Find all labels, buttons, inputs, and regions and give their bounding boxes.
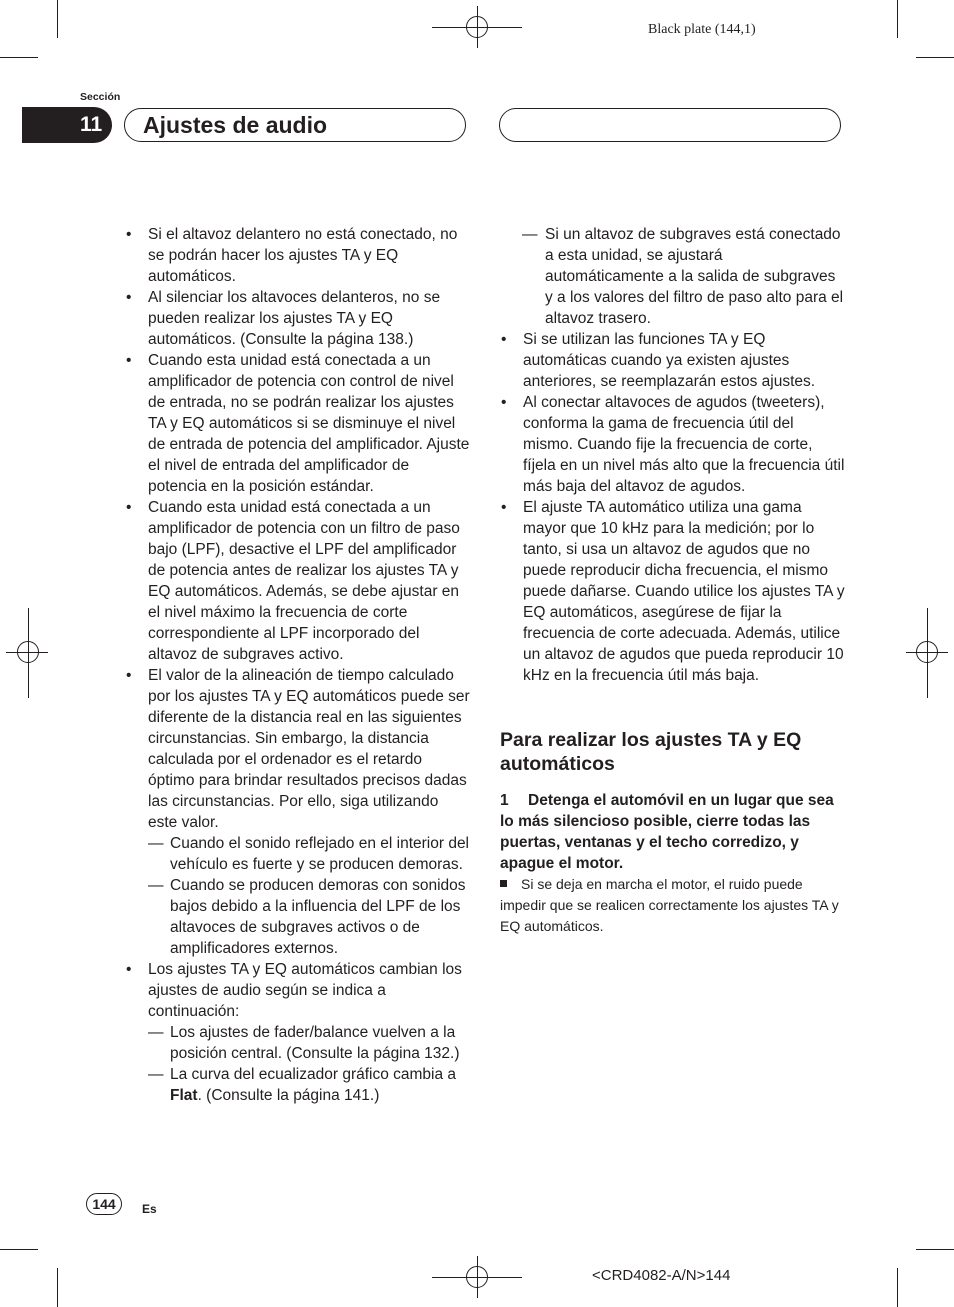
sub-list-item: — Los ajustes de fader/balance vuelven a la posición central. (Consulte la página 132.): [148, 1022, 470, 1064]
list-item: • Al silenciar los altavoces delanteros, no se pueden realizar los ajustes TA y EQ automáticos. (Consulte la página 138.): [125, 287, 470, 350]
list-item: • Si se utilizan las funciones TA y EQ automáticas cuando ya existen ajustes anteriores, se reemplazarán estos ajustes.: [500, 329, 845, 392]
plate-label: Black plate (144,1): [648, 22, 756, 37]
step-instruction: 1 Detenga el automóvil en un lugar que sea lo más silencioso posible, cierre todas las puertas, ventanas y el techo corredizo, y apague el motor.: [500, 792, 834, 872]
list-item: • El ajuste TA automático utiliza una gama mayor que 10 kHz para la medición; por lo tanto, si usa un altavoz de agudos que no puede reproducir dicha frecuencia, el mismo puede dañarse. Cuando utilice los ajustes TA y EQ automáticos, asegúrese de fijar la frecuencia de corte adecuada. Además, utilice un altavoz de agudos que pueda reproducir 10 kHz en la frecuencia útil más baja.: [500, 497, 845, 686]
page-title: Ajustes de audio: [124, 108, 466, 142]
sub-list-item: — Cuando se producen demoras con sonidos bajos debido a la influencia del LPF de los altavoces de subgraves activos o de amplificadores externos.: [148, 875, 470, 959]
list-item: • El valor de la alineación de tiempo calculado por los ajustes TA y EQ automáticos puede ser diferente de la distancia real en las siguientes circunstancias. Sin embargo, la distancia calculada por el ordenador es el retardo óptimo para brindar resultados precisos dadas las circunstancias. Por ello, siga utilizando este valor. — Cuando el sonido reflejado en el interior del vehículo es fuerte y se producen demoras. — Cuando se producen demoras con sonidos bajos debido a la influencia del LPF de los altavoces de subgraves activos o de amplificadores externos.: [125, 665, 470, 959]
language-label: Es: [142, 1202, 157, 1216]
list-item: • Los ajustes TA y EQ automáticos cambian los ajustes de audio según se indica a continuación: — Los ajustes de fader/balance vuelven a la posición central. (Consulte la página 132.) — La curva del ecualizador gráfico cambia a Flat. (Consulte la página 141.): [125, 959, 470, 1106]
header-blank-pill: [499, 108, 841, 142]
flat-setting-label: Flat: [170, 1087, 198, 1104]
page-number: 144: [86, 1193, 122, 1215]
left-column: [125, 224, 470, 1106]
doc-code: <CRD4082-A/N>144: [592, 1267, 731, 1284]
sub-list-item: — La curva del ecualizador gráfico cambia a Flat. (Consulte la página 141.): [148, 1064, 470, 1106]
list-item: • Cuando esta unidad está conectada a un amplificador de potencia con control de nivel de entrada, no se podrán realizar los ajustes TA y EQ automáticos si se disminuye el nivel de entrada de potencia del amplificador. Ajuste el nivel de entrada del amplificador de potencia en la posición estándar.: [125, 350, 470, 497]
note-square-icon: [500, 880, 507, 887]
sub-list-item: — Si un altavoz de subgraves está conectado a esta unidad, se ajustará automáticamente a la salida de subgraves y a los valores del filtro de paso alto para el altavoz trasero.: [500, 224, 845, 329]
step-number: 1: [500, 792, 509, 809]
section-heading: Para realizar los ajustes TA y EQ automáticos: [500, 729, 802, 775]
right-column: [500, 224, 845, 937]
list-item: • Al conectar altavoces de agudos (tweeters), conforma la gama de frecuencia útil del mismo. Cuando fije la frecuencia de corte, fíjela en un nivel más alto que la frecuencia útil más baja del altavoz de agudos.: [500, 392, 845, 497]
list-item: • Si el altavoz delantero no está conectado, no se podrán hacer los ajustes TA y EQ automáticos.: [125, 224, 470, 287]
section-number-badge: 11: [22, 107, 112, 143]
section-label: Sección: [80, 91, 121, 103]
note: Si se deja en marcha el motor, el ruido puede impedir que se realicen correctamente los ajustes TA y EQ automáticos.: [500, 876, 839, 934]
list-item: • Cuando esta unidad está conectada a un amplificador de potencia con un filtro de paso bajo (LPF), desactive el LPF del amplificador de potencia antes de realizar los ajustes TA y EQ automáticos. Además, se debe ajustar en el nivel máximo la frecuencia de corte correspondiente al LPF incorporado del altavoz de subgraves activo.: [125, 497, 470, 665]
sub-list-item: — Cuando el sonido reflejado en el interior del vehículo es fuerte y se producen demoras.: [148, 833, 470, 875]
